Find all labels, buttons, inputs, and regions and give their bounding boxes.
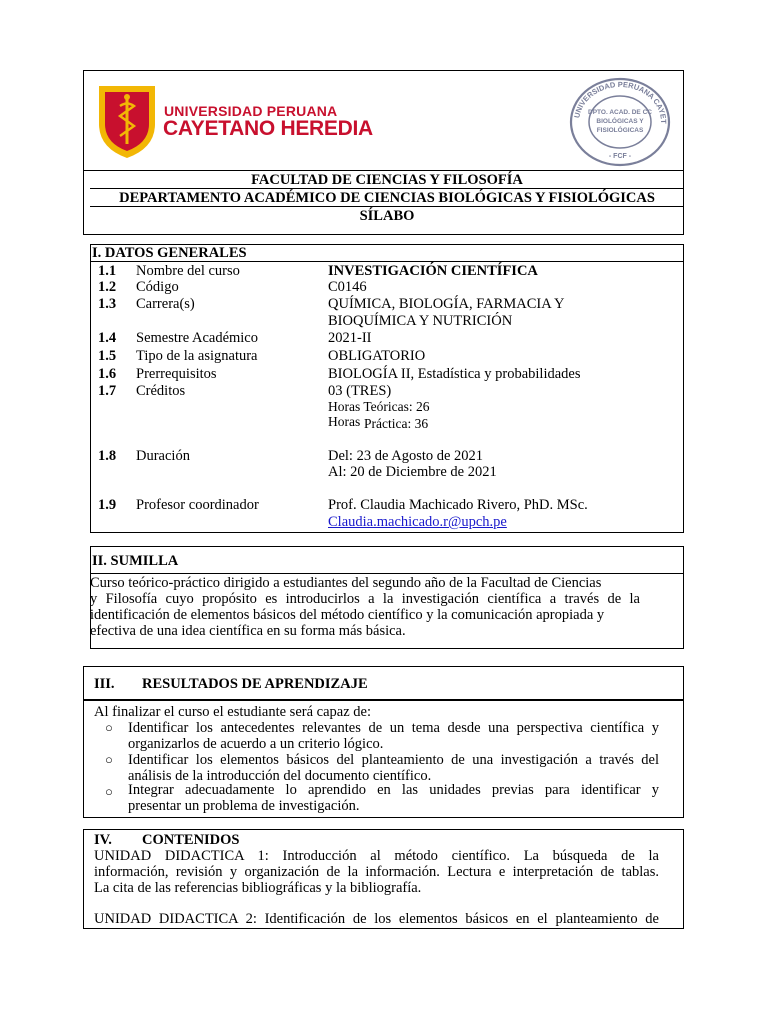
- section-title-contenidos: CONTENIDOS: [142, 832, 240, 848]
- resultados-intro: Al finalizar el curso el estudiante será capaz de:: [94, 704, 371, 720]
- section-number-resultados: III.: [94, 676, 115, 692]
- resultado-item-line: Integrar adecuadamente lo aprendido en las unidades previas para identificar y: [128, 782, 659, 798]
- resultado-item-line: Identificar los antecedentes relevantes de un tema desde una perspectiva científica y: [128, 720, 659, 736]
- section-title-sumilla: II. SUMILLA: [92, 553, 179, 569]
- bullet-circle-icon: ○: [105, 784, 113, 799]
- sumilla-line: Curso teórico-práctico dirigido a estudiantes del segundo año de la Facultad de Ciencias: [90, 575, 602, 591]
- contenidos-unit1-line: La cita de las referencias bibliográficas y la bibliografía.: [94, 880, 422, 896]
- row-number: 1.2: [98, 279, 117, 295]
- row-value-careers: QUÍMICA, BIOLOGÍA, FARMACIA Y: [328, 296, 565, 312]
- row-label-duration: Duración: [136, 448, 190, 464]
- row-number: 1.4: [98, 330, 117, 346]
- section-title-datos-generales: I. DATOS GENERALES: [92, 245, 247, 261]
- resultado-item-line: análisis de la introducción del documento científico.: [128, 768, 432, 784]
- department-title: DEPARTAMENTO ACADÉMICO DE CIENCIAS BIOLÓGICAS Y FISIOLÓGICAS: [119, 190, 655, 206]
- faculty-title: FACULTAD DE CIENCIAS Y FILOSOFÍA: [251, 172, 523, 188]
- row-value-end-date: Al: 20 de Diciembre de 2021: [328, 464, 497, 480]
- resultado-item-line: organizarlos de acuerdo a un criterio lógico.: [128, 736, 384, 752]
- bullet-circle-icon: ○: [105, 720, 113, 735]
- row-value-code: C0146: [328, 279, 367, 295]
- row-label-coordinator: Profesor coordinador: [136, 497, 259, 513]
- contenidos-unit1-line: UNIDAD DIDACTICA 1: Introducción al método científico. La búsqueda de la: [94, 848, 659, 864]
- row-number: 1.1: [98, 263, 117, 279]
- sumilla-line: identificación de elementos básicos del método científico y la comunicación apropiada y: [90, 607, 605, 623]
- university-name-line1: UNIVERSIDAD PERUANA: [164, 103, 338, 119]
- row-label-credits: Créditos: [136, 383, 186, 399]
- header-row-divider-2: [90, 206, 684, 207]
- svg-text:- FCF -: - FCF -: [608, 153, 632, 160]
- document-type-title: SÍLABO: [359, 208, 415, 224]
- contenidos-unit1-line: información, revisión y organización de la información. Lectura e interpretación de tablas.: [94, 864, 659, 880]
- row-value-coordinator: Prof. Claudia Machicado Rivero, PhD. MSc.: [328, 497, 588, 513]
- logo-shield-icon: [96, 84, 158, 160]
- row-label-course-name: Nombre del curso: [136, 263, 240, 279]
- contenidos-unit2-line: UNIDAD DIDACTICA 2: Identificación de los elementos básicos en el planteamiento de: [94, 911, 659, 927]
- row-value-careers-line2: BIOQUÍMICA Y NUTRICIÓN: [328, 313, 513, 329]
- row-number: 1.9: [98, 497, 117, 513]
- row-value-type: OBLIGATORIO: [328, 348, 426, 364]
- row-number: 1.8: [98, 448, 117, 464]
- university-name-line2: CAYETANO HEREDIA: [163, 117, 373, 140]
- datos-generales-divider: [90, 261, 684, 262]
- row-number: 1.6: [98, 366, 117, 382]
- section-title-resultados: RESULTADOS DE APRENDIZAJE: [142, 676, 368, 692]
- stamp-seal-icon: [568, 76, 672, 168]
- row-number: 1.3: [98, 296, 117, 312]
- sumilla-line: efectiva de una idea científica en su forma más básica.: [90, 623, 406, 639]
- row-value-practice-hours: Práctica: 36: [364, 416, 429, 431]
- sumilla-divider: [90, 573, 684, 574]
- row-value-semester: 2021-II: [328, 330, 372, 346]
- department-stamp: [568, 76, 672, 168]
- svg-text:DPTO. ACAD. DE CC: DPTO. ACAD. DE CC: [588, 109, 652, 116]
- coordinator-email-link[interactable]: Claudia.machicado.r@upch.pe: [328, 514, 507, 530]
- svg-text:BIOLÓGICAS Y: BIOLÓGICAS Y: [596, 118, 644, 125]
- row-number: 1.5: [98, 348, 117, 364]
- resultado-item-line: presentar un problema de investigación.: [128, 798, 360, 814]
- resultado-item-line: Identificar los elementos básicos del planteamiento de una investigación a través del: [128, 752, 659, 768]
- header-divider: [83, 170, 684, 171]
- bullet-circle-icon: ○: [105, 752, 113, 767]
- row-number: 1.7: [98, 383, 117, 399]
- row-value-prerequisites: BIOLOGÍA II, Estadística y probabilidades: [328, 366, 581, 382]
- row-value-start-date: Del: 23 de Agosto de 2021: [328, 448, 484, 464]
- row-label-semester: Semestre Académico: [136, 330, 258, 346]
- svg-text:UNIVERSIDAD PERUANA CAYETANO H: UNIVERSIDAD PERUANA CAYET: [572, 79, 669, 124]
- header-row-divider-1: [90, 188, 684, 189]
- row-value-credits: 03 (TRES): [328, 383, 392, 399]
- svg-text:FISIOLÓGICAS: FISIOLÓGICAS: [596, 127, 644, 134]
- row-label-prerequisites: Prerrequisitos: [136, 366, 217, 382]
- university-logo: [96, 84, 158, 160]
- section-number-contenidos: IV.: [94, 832, 112, 848]
- row-value-course-name: INVESTIGACIÓN CIENTÍFICA: [328, 263, 538, 279]
- row-label-type: Tipo de la asignatura: [136, 348, 258, 364]
- sumilla-line: y Filosofía cuyo propósito es introducirlos a la investigación científica a través de la: [90, 591, 640, 607]
- row-label-careers: Carrera(s): [136, 296, 195, 312]
- row-value-theory-hours: Horas Teóricas: 26: [328, 399, 430, 414]
- row-value-practice-hours-label: Horas: [328, 414, 361, 429]
- row-label-code: Código: [136, 279, 179, 295]
